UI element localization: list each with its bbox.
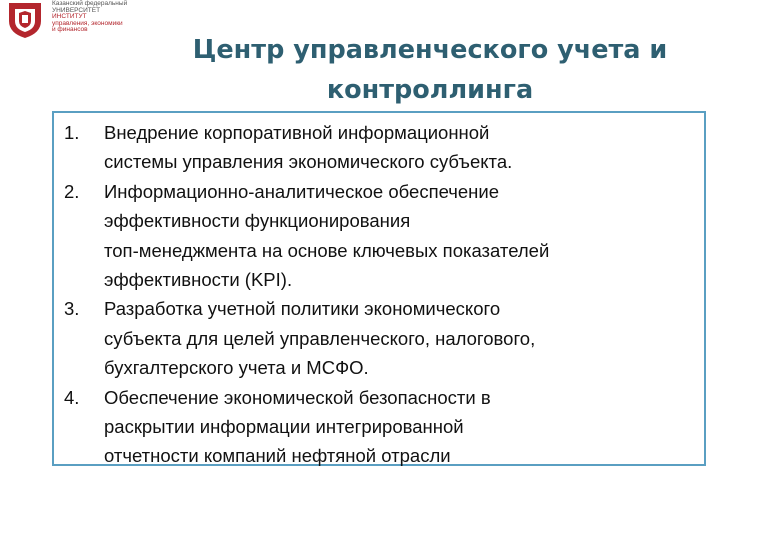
kfu-emblem-icon <box>1 1 49 39</box>
list-item <box>54 118 704 177</box>
page-title <box>150 30 710 110</box>
list-item-text: Обеспечение экономической безопасности в раскрытии информации интегрированной отчетности компаний нефтяной отрасли <box>104 386 491 467</box>
list-item-number: 3. <box>64 298 80 320</box>
list-item <box>54 294 704 382</box>
list-item-text: Внедрение корпоративной информационной системы управления экономического субъекта. <box>104 122 513 173</box>
logo-text <box>52 1 127 34</box>
logo-line-institute: ИНСТИТУТ <box>52 13 87 21</box>
numbered-list <box>54 118 704 471</box>
list-item-number: 2. <box>64 180 80 202</box>
logo-line-institute-name: управления, экономики <box>52 19 123 27</box>
logo-line-university-type: УНИВЕРСИТЕТ <box>52 6 101 14</box>
page-title-line-2: контроллинга <box>326 75 534 105</box>
list-item <box>54 383 704 471</box>
logo-line-institute-name-2: и финансов <box>52 26 88 34</box>
list-item-text: Информационно-аналитическое обеспечение эффективности функционирования топ-менеджмента на основе ключевых показателей эффективности (KPI). <box>104 180 550 291</box>
list-item-text: Разработка учетной политики экономического субъекта для целей управленческого, налогового, бухгалтерского учета и МСФО. <box>104 298 536 379</box>
university-logo <box>0 0 140 40</box>
list-item-number: 1. <box>64 122 80 143</box>
content-box <box>52 111 706 466</box>
list-item-number: 4. <box>64 386 80 408</box>
page-title-line-1: Центр управленческого учета и <box>192 35 668 65</box>
logo-line-university: Казанский федеральный <box>52 0 128 7</box>
list-item <box>54 177 704 295</box>
